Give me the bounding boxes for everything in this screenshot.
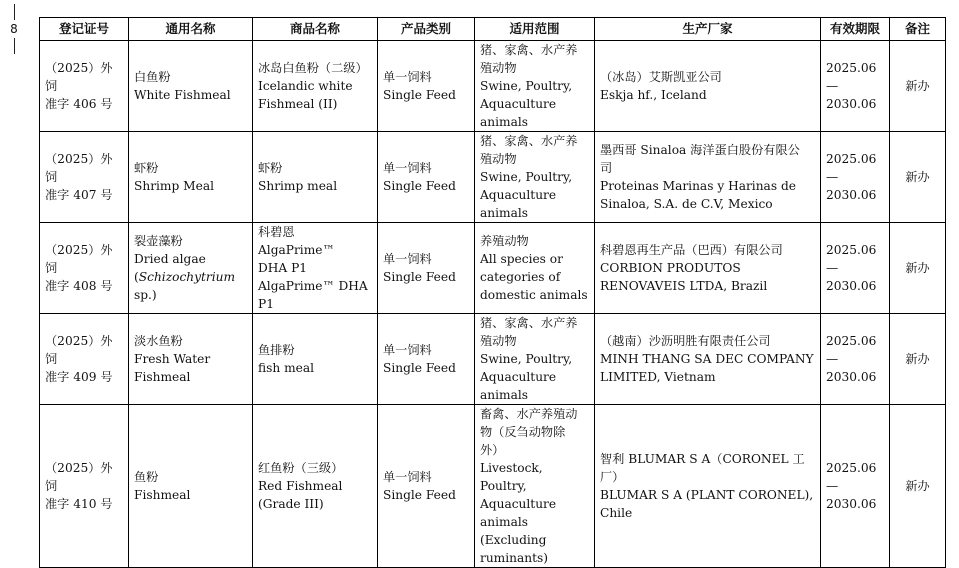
- cell-line: animals (Excluding: [480, 515, 547, 547]
- cell-line: 单一饲料: [383, 252, 432, 266]
- species-suffix: sp.): [134, 288, 157, 302]
- cell-reg-no: [40, 41, 129, 132]
- cell-line: BLUMAR S A (PLANT CORONEL),: [600, 488, 814, 502]
- cell-product-name: [253, 41, 378, 132]
- cell-manufacturer: [595, 314, 821, 405]
- cell-line: White Fishmeal: [134, 88, 231, 102]
- cell-line: LIMITED, Vietnam: [600, 370, 716, 384]
- cell-reg-no: [40, 314, 129, 405]
- cell-line: 红鱼粉（三级）: [258, 461, 344, 475]
- cell-note: 新办: [890, 314, 946, 405]
- cell-line: 冰岛白鱼粉（二级）: [258, 61, 368, 75]
- table-row: [40, 223, 946, 314]
- cell-line: 单一饲料: [383, 70, 432, 84]
- cell-line: 2030.06: [826, 188, 877, 202]
- table-row: [40, 132, 946, 223]
- header-reg-no: 登记证号: [40, 18, 129, 41]
- cell-generic-name: [129, 405, 253, 568]
- cell-line: 司: [600, 161, 613, 175]
- page-marker-bottom-rule: [14, 38, 15, 54]
- cell-line: Single Feed: [383, 361, 456, 375]
- cell-line: （2025）外饲: [45, 243, 113, 275]
- cell-line: 虾粉: [258, 161, 283, 175]
- cell-line: 2025.06—: [826, 243, 877, 275]
- page-number: 8: [10, 22, 18, 36]
- cell-line: 2025.06—: [826, 61, 877, 93]
- cell-generic-name: [129, 132, 253, 223]
- cell-line: Swine, Poultry,: [480, 170, 573, 184]
- registration-table: [39, 17, 946, 568]
- cell-line: 畜禽、水产养殖动: [480, 407, 578, 421]
- page-marker-top-rule: [14, 4, 15, 20]
- cell-line: Fishmeal (II): [258, 97, 338, 111]
- cell-line: 科碧恩再生产品（巴西）有限公司: [600, 243, 783, 257]
- header-category: 产品类别: [378, 18, 475, 41]
- cell-validity: [821, 223, 890, 314]
- cell-line: Fishmeal: [134, 370, 191, 384]
- cell-scope: [475, 223, 595, 314]
- cell-scope: [475, 132, 595, 223]
- cell-line: （2025）外饲: [45, 61, 113, 93]
- cell-note: 新办: [890, 132, 946, 223]
- cell-reg-no: [40, 405, 129, 568]
- cell-line: Aquaculture: [480, 370, 557, 384]
- cell-line: 猪、家禽、水产养: [480, 316, 578, 330]
- table-row: [40, 41, 946, 132]
- cell-category: [378, 41, 475, 132]
- cell-validity: [821, 314, 890, 405]
- cell-line: animals: [480, 115, 528, 129]
- cell-line: Proteinas Marinas y Harinas de: [600, 179, 796, 193]
- cell-line: All species or: [480, 252, 563, 266]
- cell-line: 2030.06: [826, 279, 877, 293]
- header-scope: 适用范围: [475, 18, 595, 41]
- cell-line: Shrimp meal: [258, 179, 338, 193]
- cell-line: 科碧恩 AlgaPrime™: [258, 225, 335, 257]
- cell-line: 殖动物: [480, 61, 517, 75]
- cell-line: 外）: [480, 443, 505, 457]
- cell-line: 墨西哥 Sinaloa 海洋蛋白股份有限公: [600, 143, 800, 157]
- cell-line: animals: [480, 206, 528, 220]
- cell-line: 2025.06—: [826, 461, 877, 493]
- cell-category: [378, 132, 475, 223]
- cell-line: Single Feed: [383, 88, 456, 102]
- cell-line: 准字 406 号: [45, 97, 113, 111]
- cell-line: 2025.06—: [826, 334, 877, 366]
- cell-generic-name: [129, 223, 253, 314]
- cell-line: CORBION PRODUTOS: [600, 261, 741, 275]
- cell-line: fish meal: [258, 361, 315, 375]
- cell-reg-no: [40, 223, 129, 314]
- cell-product-name: [253, 405, 378, 568]
- cell-line: Sinaloa, S.A. de C.V, Mexico: [600, 197, 773, 211]
- cell-line: Fresh Water: [134, 352, 211, 366]
- cell-line: （冰岛）艾斯凯亚公司: [600, 70, 722, 84]
- cell-line: 单一饲料: [383, 470, 432, 484]
- cell-line: Single Feed: [383, 179, 456, 193]
- cell-line: 准字 410 号: [45, 497, 113, 511]
- header-manufacturer: 生产厂家: [595, 18, 821, 41]
- cell-line: Fishmeal: [134, 488, 191, 502]
- cell-line: Aquaculture: [480, 97, 557, 111]
- cell-note: 新办: [890, 41, 946, 132]
- cell-line: 2030.06: [826, 370, 877, 384]
- cell-line: 厂）: [600, 470, 625, 484]
- cell-line: 殖动物: [480, 334, 517, 348]
- header-note: 备注: [890, 18, 946, 41]
- cell-manufacturer: [595, 223, 821, 314]
- cell-line: 虾粉: [134, 161, 159, 175]
- cell-category: [378, 405, 475, 568]
- cell-product-name: [253, 314, 378, 405]
- cell-line: AlgaPrime™ DHA: [258, 279, 368, 293]
- cell-line: （2025）外饲: [45, 334, 113, 366]
- cell-note: 新办: [890, 405, 946, 568]
- cell-line: 鱼排粉: [258, 343, 295, 357]
- cell-scope: [475, 405, 595, 568]
- cell-line: Single Feed: [383, 488, 456, 502]
- cell-generic-name: [129, 41, 253, 132]
- cell-note: 新办: [890, 223, 946, 314]
- header-validity: 有效期限: [821, 18, 890, 41]
- cell-line: animals: [480, 388, 528, 402]
- cell-category: [378, 223, 475, 314]
- cell-line: Livestock, Poultry,: [480, 461, 543, 493]
- cell-line-species: [134, 268, 247, 304]
- cell-line: Aquaculture: [480, 188, 557, 202]
- cell-manufacturer: [595, 41, 821, 132]
- cell-line: 裂壶藻粉: [134, 234, 183, 248]
- cell-line: 智利 BLUMAR S A（CORONEL 工: [600, 452, 805, 466]
- cell-line: Chile: [600, 506, 633, 520]
- cell-product-name: [253, 132, 378, 223]
- cell-line: （2025）外饲: [45, 152, 113, 184]
- cell-reg-no: [40, 132, 129, 223]
- cell-scope: [475, 314, 595, 405]
- cell-line: 2030.06: [826, 97, 877, 111]
- cell-line: Red Fishmeal: [258, 479, 343, 493]
- cell-line: DHA P1: [258, 261, 308, 275]
- cell-line: 单一饲料: [383, 343, 432, 357]
- cell-line: Dried algae: [134, 252, 206, 266]
- table-row: [40, 405, 946, 568]
- cell-line: Icelandic white: [258, 79, 353, 93]
- cell-line: P1: [258, 297, 274, 311]
- cell-line: domestic animals: [480, 288, 588, 302]
- cell-line: 猪、家禽、水产养: [480, 43, 578, 57]
- header-product-name: 商品名称: [253, 18, 378, 41]
- cell-line: RENOVAVEIS LTDA, Brazil: [600, 279, 768, 293]
- cell-line: categories of: [480, 270, 561, 284]
- cell-validity: [821, 405, 890, 568]
- cell-line: 2025.06—: [826, 152, 877, 184]
- cell-line: 准字 407 号: [45, 188, 113, 202]
- cell-generic-name: [129, 314, 253, 405]
- cell-line: 物（反刍动物除: [480, 425, 566, 439]
- cell-line: 2030.06: [826, 497, 877, 511]
- cell-line: Single Feed: [383, 270, 456, 284]
- cell-line: 养殖动物: [480, 234, 529, 248]
- species-italic: Schizochytrium: [138, 270, 236, 284]
- cell-line: 单一饲料: [383, 161, 432, 175]
- cell-line: 殖动物: [480, 152, 517, 166]
- cell-validity: [821, 41, 890, 132]
- cell-line: 猪、家禽、水产养: [480, 134, 578, 148]
- header-generic-name: 通用名称: [129, 18, 253, 41]
- cell-scope: [475, 41, 595, 132]
- page-number-marker: [2, 4, 26, 54]
- cell-category: [378, 314, 475, 405]
- cell-line: ruminants): [480, 551, 549, 565]
- cell-line: 淡水鱼粉: [134, 334, 183, 348]
- cell-manufacturer: [595, 405, 821, 568]
- cell-line: （越南）沙沥明胜有限责任公司: [600, 334, 771, 348]
- cell-line: Eskja hf., Iceland: [600, 88, 707, 102]
- cell-validity: [821, 132, 890, 223]
- cell-line: （2025）外饲: [45, 461, 113, 493]
- cell-line: 白鱼粉: [134, 70, 171, 84]
- cell-line: Swine, Poultry,: [480, 352, 573, 366]
- header-row: [40, 18, 946, 41]
- cell-line: Aquaculture: [480, 497, 557, 511]
- cell-product-name: [253, 223, 378, 314]
- cell-line: 准字 408 号: [45, 279, 113, 293]
- cell-manufacturer: [595, 132, 821, 223]
- cell-line: MINH THANG SA DEC COMPANY: [600, 352, 814, 366]
- cell-line: 准字 409 号: [45, 370, 113, 384]
- cell-line: Swine, Poultry,: [480, 79, 573, 93]
- table-row: [40, 314, 946, 405]
- cell-line: Shrimp Meal: [134, 179, 215, 193]
- cell-line: (Grade III): [258, 497, 324, 511]
- cell-line: 鱼粉: [134, 470, 159, 484]
- paren-open: (: [134, 270, 139, 284]
